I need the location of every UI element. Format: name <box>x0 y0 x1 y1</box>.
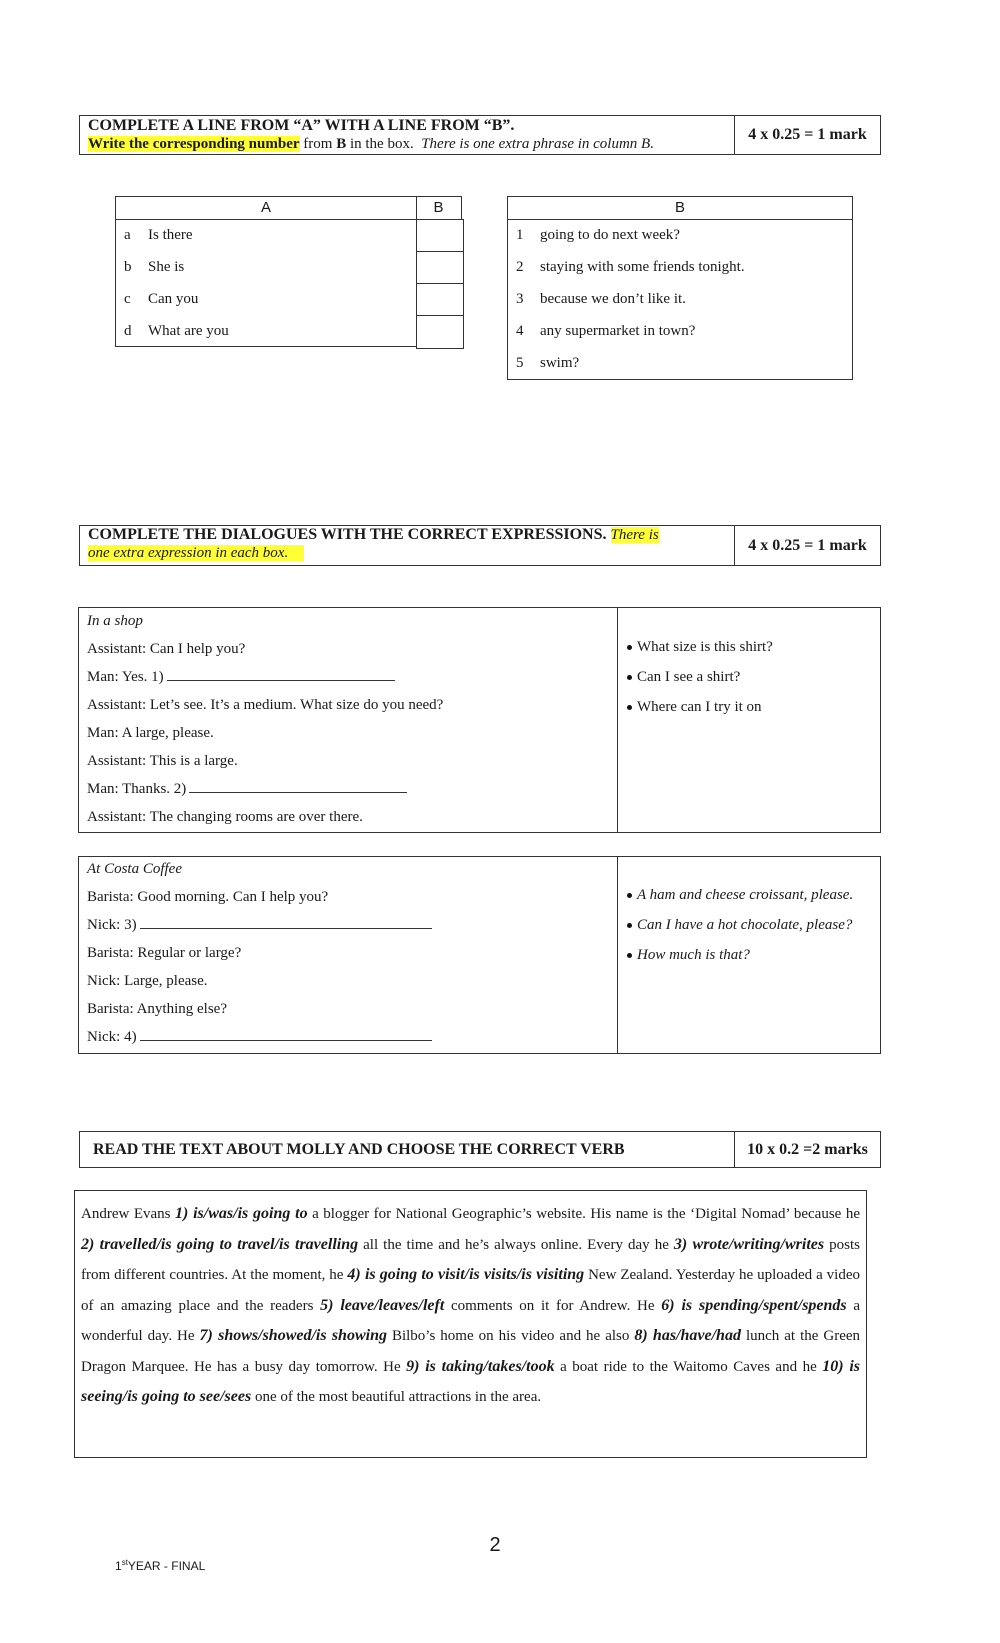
table-a-row <box>116 283 416 315</box>
row-text: Is there <box>148 227 193 243</box>
row-text: because we don’t like it. <box>540 291 686 307</box>
text-segment: one of the most beautiful attractions in the area. <box>251 1389 542 1405</box>
answer-box-c[interactable] <box>416 283 464 317</box>
verb-choice-2[interactable]: 2) travelled/is going to travel/is travelling <box>81 1235 359 1253</box>
instruction-from: from <box>303 136 333 152</box>
table-b-row <box>508 251 852 283</box>
year-rest: YEAR - FINAL <box>127 1559 206 1573</box>
dialogue-line: Barista: Good morning. Can I help you? <box>87 889 329 905</box>
dialogue-heading: In a shop <box>87 613 143 629</box>
option-item <box>627 940 750 970</box>
row-key: a <box>124 227 131 243</box>
section3-title: READ THE TEXT ABOUT MOLLY AND CHOOSE THE CORRECT VERB <box>93 1141 625 1158</box>
blank-2[interactable] <box>189 780 407 793</box>
option-item <box>627 692 762 722</box>
dialogue-line-2 <box>87 775 407 803</box>
blank-1[interactable] <box>167 668 395 681</box>
bullet-icon <box>627 705 632 710</box>
page-number: 2 <box>489 1534 501 1556</box>
verb-choice-10[interactable]: 10) is seeing/is going to see/sees <box>81 1357 861 1405</box>
verb-choice-6[interactable]: 6) is spending/spent/spends <box>661 1296 847 1314</box>
dialogue-line-text: Man: Yes. 1) <box>87 669 164 685</box>
verb-choice-3[interactable]: 3) wrote/writing/writes <box>673 1235 825 1253</box>
verb-choice-1[interactable]: 1) is/was/is going to <box>175 1205 308 1222</box>
section3-marks: 10 x 0.2 =2 marks <box>747 1140 868 1158</box>
text-segment: Andrew Evans <box>81 1206 176 1222</box>
section2-title-line <box>88 526 734 544</box>
verb-choice-5[interactable]: 5) leave/leaves/left <box>320 1296 445 1314</box>
row-num: 2 <box>516 259 524 275</box>
option-text: Can I have a hot chocolate, please? <box>637 917 853 933</box>
answer-box-b[interactable] <box>416 251 464 285</box>
table-b-row <box>508 219 852 251</box>
table-b-row <box>508 315 852 347</box>
row-text: staying with some friends tonight. <box>540 259 745 275</box>
section2-note-part1: There is <box>610 527 659 543</box>
table-b-header: B <box>508 197 852 220</box>
dialogue-line: Assistant: This is a large. <box>87 753 238 769</box>
footer-year <box>115 1558 205 1573</box>
row-num: 5 <box>516 355 524 371</box>
instruction-highlight: Write the corresponding number <box>88 136 300 152</box>
text-segment: New Zealand. Yesterday he uploaded a video of an amazing place and the readers <box>81 1267 860 1314</box>
dialogue-heading: At Costa Coffee <box>87 861 182 877</box>
text-segment: posts from different countries. At the moment, he <box>81 1236 861 1283</box>
dialogue-line: Man: A large, please. <box>87 725 214 741</box>
dialogue-line-text: Nick: 4) <box>87 1029 137 1045</box>
year-sup: st <box>121 1558 128 1567</box>
option-item <box>627 662 740 692</box>
dialogue-line-1 <box>87 663 395 691</box>
section2-title-block <box>79 526 734 562</box>
row-text: She is <box>148 259 185 275</box>
option-text: What size is this shirt? <box>637 639 773 655</box>
instruction-b: B <box>336 136 347 152</box>
table-a-row <box>116 315 416 347</box>
option-text: Can I see a shirt? <box>637 669 741 685</box>
reading-paragraph <box>81 1199 860 1413</box>
reading-text-box <box>74 1190 867 1458</box>
section1-title-block <box>79 117 734 153</box>
dialogue-line: Assistant: Let’s see. It’s a medium. What size do you need? <box>87 697 444 713</box>
table-b-row <box>508 347 852 379</box>
row-num: 3 <box>516 291 524 307</box>
table-a-row <box>116 219 416 251</box>
section2-title: COMPLETE THE DIALOGUES WITH THE CORRECT EXPRESSIONS. <box>88 526 607 543</box>
dialogue-line-3 <box>87 911 432 939</box>
section1-instruction <box>88 135 734 153</box>
table-b <box>507 196 853 380</box>
option-item <box>627 910 852 940</box>
text-segment: all the time and he’s always online. Every day he <box>358 1236 674 1253</box>
verb-choice-9[interactable]: 9) is taking/takes/took <box>406 1357 555 1375</box>
verb-choice-7[interactable]: 7) shows/showed/is showing <box>199 1327 387 1344</box>
text-segment: lunch at the Green Dragon Marquee. He has a busy day tomorrow. He <box>81 1328 861 1375</box>
verb-choice-4[interactable]: 4) is going to visit/is visits/is visiting <box>347 1266 585 1283</box>
bullet-icon <box>627 953 632 958</box>
text-segment: Bilbo’s home on his video and he also <box>386 1328 635 1344</box>
text-segment: a boat ride to the Waitomo Caves and he <box>554 1358 823 1375</box>
dialogue-coffee <box>78 856 881 1054</box>
dialogue-line: Barista: Regular or large? <box>87 945 242 961</box>
row-key: b <box>124 259 132 275</box>
section1-title: COMPLETE A LINE FROM “A” WITH A LINE FROM “B”. <box>88 117 515 134</box>
instruction-rest: in the box. <box>349 136 414 152</box>
year-num: 1 <box>115 1559 122 1573</box>
verb-choice-8[interactable]: 8) has/have/had <box>634 1327 741 1344</box>
option-text: How much is that? <box>637 947 750 963</box>
dialogue-line-text: Man: Thanks. 2) <box>87 781 187 797</box>
dialogue-line: Nick: Large, please. <box>87 973 208 989</box>
answer-box-a[interactable] <box>416 219 464 253</box>
dialogue-line: Assistant: Can I help you? <box>87 641 246 657</box>
row-key: d <box>124 323 132 339</box>
answer-box-d[interactable] <box>416 315 464 349</box>
dialogue-line: Barista: Anything else? <box>87 1001 227 1017</box>
dialogue-line: Assistant: The changing rooms are over there. <box>87 809 363 825</box>
table-a-row <box>116 251 416 283</box>
row-text: What are you <box>148 323 229 339</box>
dialogue-line-4 <box>87 1023 432 1051</box>
row-text: Can you <box>148 291 199 307</box>
bullet-icon <box>627 893 632 898</box>
option-item <box>627 632 773 662</box>
option-item <box>627 880 853 910</box>
row-text: going to do next week? <box>540 227 680 243</box>
section2-note-part2: one extra expression in each box. <box>88 545 304 561</box>
section2-marks: 4 x 0.25 = 1 mark <box>748 536 867 554</box>
option-text: A ham and cheese croissant, please. <box>637 887 854 903</box>
row-text: any supermarket in town? <box>540 323 696 339</box>
text-segment: comments on it for Andrew. He <box>444 1297 662 1314</box>
blank-4[interactable] <box>140 1028 432 1041</box>
blank-3[interactable] <box>140 916 432 929</box>
text-segment: a blogger for National Geographic’s website. His name is the ‘Digital Nomad’ because he <box>307 1206 860 1222</box>
dialogue-shop <box>78 607 881 833</box>
bullet-icon <box>627 923 632 928</box>
dialogue-line-text: Nick: 3) <box>87 917 137 933</box>
row-key: c <box>124 291 131 307</box>
row-num: 1 <box>516 227 524 243</box>
option-text: Where can I try it on <box>637 699 762 715</box>
row-num: 4 <box>516 323 524 339</box>
table-a-header-b: B <box>416 197 461 220</box>
text-segment: a wonderful day. He <box>81 1297 860 1344</box>
table-a-header: A <box>116 197 417 220</box>
bullet-icon <box>627 675 632 680</box>
row-text: swim? <box>540 355 580 371</box>
section1-marks: 4 x 0.25 = 1 mark <box>748 126 867 143</box>
table-a <box>115 196 462 347</box>
instruction-italic: There is one extra phrase in column B. <box>421 136 654 152</box>
table-b-row <box>508 283 852 315</box>
bullet-icon <box>627 645 632 650</box>
